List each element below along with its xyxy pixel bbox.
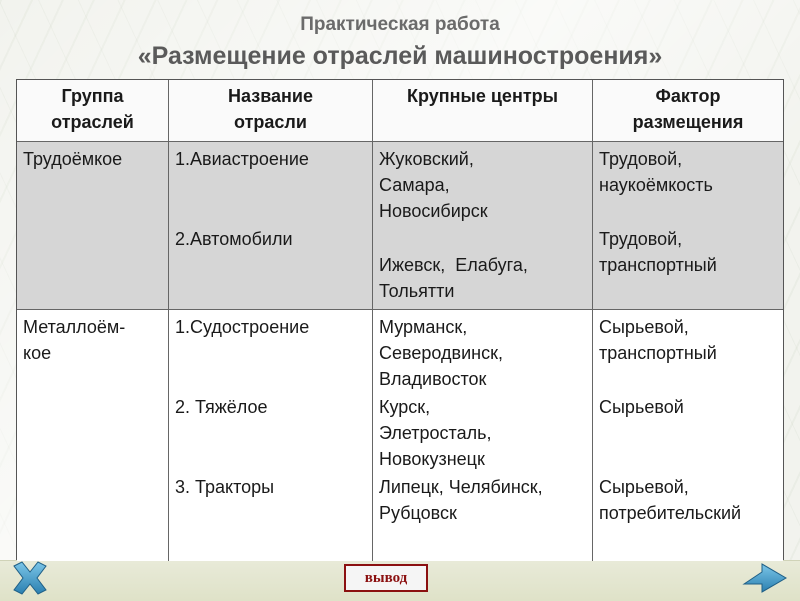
header-centers <box>373 80 593 142</box>
row1-centers <box>373 142 593 310</box>
industry-table <box>16 79 784 560</box>
row2-group-line1: Металлоём- <box>23 317 126 337</box>
row2-group <box>17 310 169 561</box>
row1-center-a3: Новосибирск <box>379 201 488 221</box>
conclusion-button[interactable]: вывод <box>344 564 428 592</box>
header-factor-line1: Фактор <box>655 86 721 106</box>
header-group-line1: Группа <box>61 86 124 106</box>
header-group <box>17 80 169 142</box>
row1-name-1: 1.Авиастроение <box>175 149 309 169</box>
row1-center-b1: Ижевск, Елабуга, <box>379 255 528 275</box>
row2-center-b1: Курск, <box>379 397 431 417</box>
row2-center-a2: Северодвинск, <box>379 343 503 363</box>
row2-name-1: 1.Судостроение <box>175 317 310 337</box>
close-x-icon[interactable] <box>8 560 52 596</box>
row2-center-a3: Владивосток <box>379 369 487 389</box>
header-name-line1: Название <box>228 86 313 106</box>
slide-title: «Размещение отраслей машиностроения» <box>137 42 663 70</box>
row1-factors <box>593 142 783 310</box>
row2-center-c2: Рубцовск <box>379 503 457 523</box>
header-group-line2: отраслей <box>51 112 134 132</box>
row1-name-2: 2.Автомобили <box>175 229 293 249</box>
row2-name-2: 2. Тяжёлое <box>175 397 268 417</box>
row1-names <box>169 142 373 310</box>
header-name-line2: отрасли <box>234 112 307 132</box>
header-factor <box>593 80 783 142</box>
row2-factor-c1: Сырьевой, <box>599 477 689 497</box>
row1-center-a1: Жуковский, <box>379 149 474 169</box>
row2-factor-a1: Сырьевой, <box>599 317 689 337</box>
row2-name-3: 3. Тракторы <box>175 477 275 497</box>
row1-factor-b2: транспортный <box>599 255 717 275</box>
row1-factor-b1: Трудовой, <box>599 229 683 249</box>
row2-factor-c2: потребительский <box>599 503 742 523</box>
row2-center-a1: Мурманск, <box>379 317 468 337</box>
row2-group-line2: кое <box>23 343 52 363</box>
row1-group-text: Трудоёмкое <box>23 149 123 169</box>
header-name <box>169 80 373 142</box>
slide-subtitle: Практическая работа <box>300 14 500 35</box>
row1-factor-a2: наукоёмкость <box>599 175 713 195</box>
row2-factor-b1: Сырьевой <box>599 397 684 417</box>
row1-center-a2: Самара, <box>379 175 450 195</box>
row2-center-b3: Новокузнецк <box>379 449 485 469</box>
next-arrow-icon[interactable] <box>740 562 790 596</box>
row2-center-c1: Липецк, Челябинск, <box>379 477 543 497</box>
header-factor-line2: размещения <box>632 112 744 132</box>
row1-factor-a1: Трудовой, <box>599 149 683 169</box>
row2-factors <box>593 310 783 561</box>
row2-factor-a2: транспортный <box>599 343 717 363</box>
row2-centers <box>373 310 593 561</box>
row2-center-b2: Элетросталь, <box>379 423 492 443</box>
row2-names <box>169 310 373 561</box>
row1-center-b2: Тольятти <box>379 281 455 301</box>
row1-group <box>17 142 169 310</box>
header-centers-text: Крупные центры <box>406 86 558 106</box>
